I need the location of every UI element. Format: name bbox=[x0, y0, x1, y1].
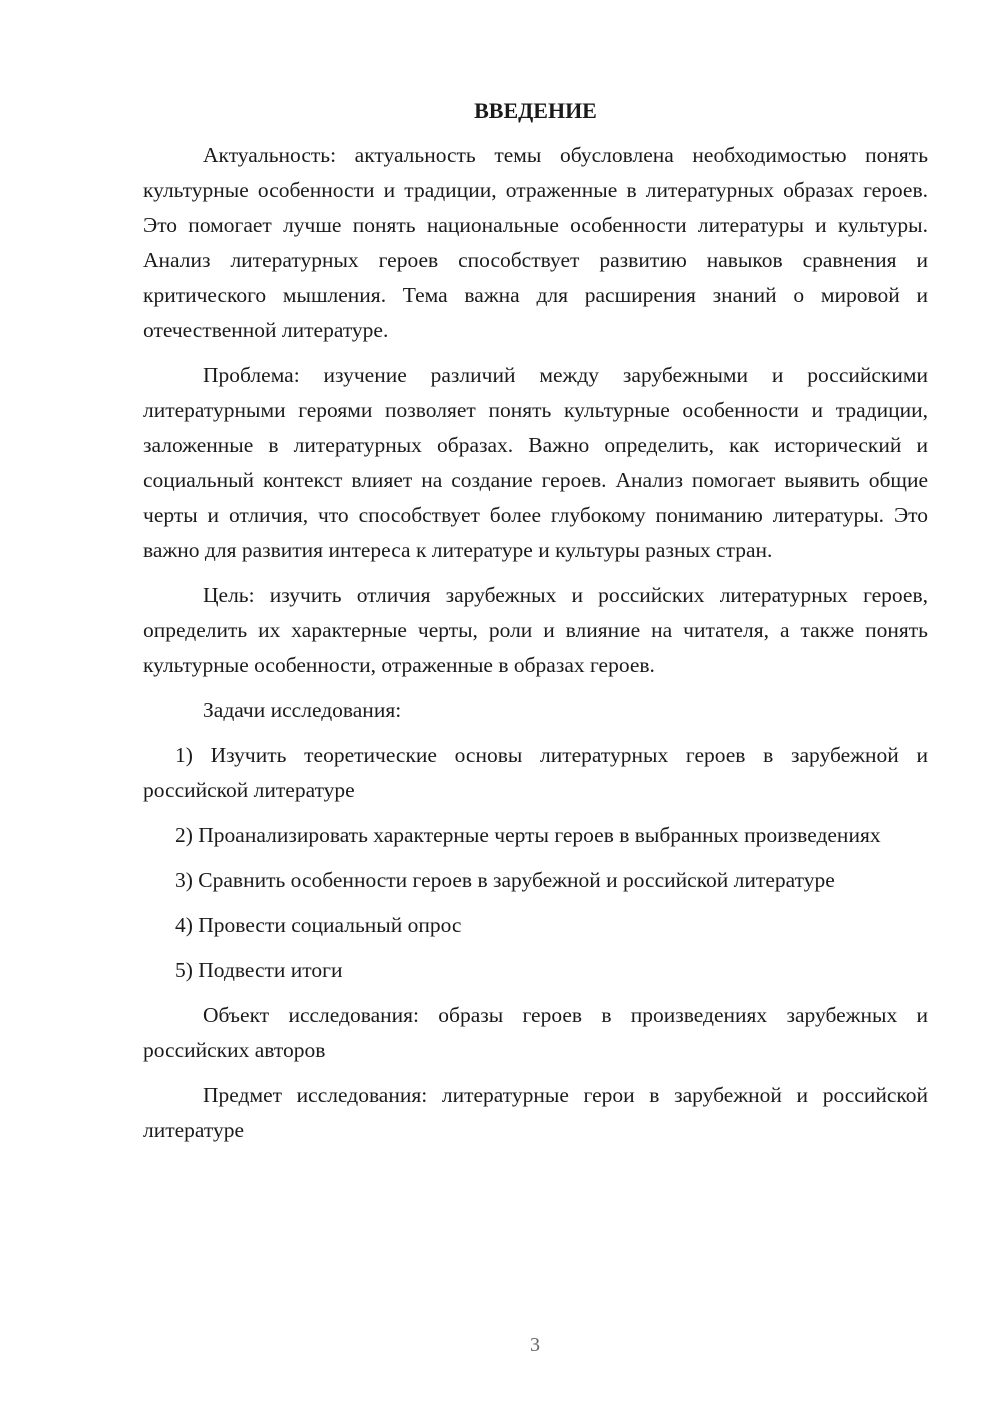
task-item: 4) Провести социальный опрос bbox=[175, 913, 462, 937]
task-item: 1) Изучить теоретические основы литературных героев в зарубежной и российской литературе bbox=[143, 743, 928, 802]
task-item: 2) Проанализировать характерные черты героев в выбранных произведениях bbox=[175, 823, 881, 847]
problem-paragraph: Проблема: изучение различий между зарубежными и российскими литературными героями позволяет понять культурные особенности и традиции, заложенные в литературных образах. Важно определить, как исторический и социальный контекст влияет на создание героев. Анализ помогает выявить общие черты и отличия, что способствует более глубокому пониманию литературы. Это важно для развития интереса к литературе и культуры разных стран. bbox=[143, 363, 928, 562]
subject-paragraph: Предмет исследования: литературные герои в зарубежной и российской литературе bbox=[143, 1083, 928, 1142]
document-title: ВВЕДЕНИЕ bbox=[474, 98, 597, 123]
goal-paragraph: Цель: изучить отличия зарубежных и российских литературных героев, определить их характерные черты, роли и влияние на читателя, а также понять культурные особенности, отраженные в образах героев. bbox=[143, 583, 928, 677]
relevance-paragraph: Актуальность: актуальность темы обусловлена необходимостью понять культурные особенности и традиции, отраженные в литературных образах героев. Это помогает лучше понять национальные особенности литературы и культуры. Анализ литературных героев способствует развитию навыков сравнения и критического мышления. Тема важна для расширения знаний о мировой и отечественной литературе. bbox=[143, 143, 928, 342]
task-item: 5) Подвести итоги bbox=[175, 958, 343, 982]
document-page bbox=[143, 96, 928, 1158]
object-paragraph: Объект исследования: образы героев в произведениях зарубежных и российских авторов bbox=[143, 1003, 928, 1062]
task-item: 3) Сравнить особенности героев в зарубежной и российской литературе bbox=[175, 868, 835, 892]
page-number: 3 bbox=[530, 1334, 540, 1356]
tasks-heading: Задачи исследования: bbox=[203, 698, 402, 722]
